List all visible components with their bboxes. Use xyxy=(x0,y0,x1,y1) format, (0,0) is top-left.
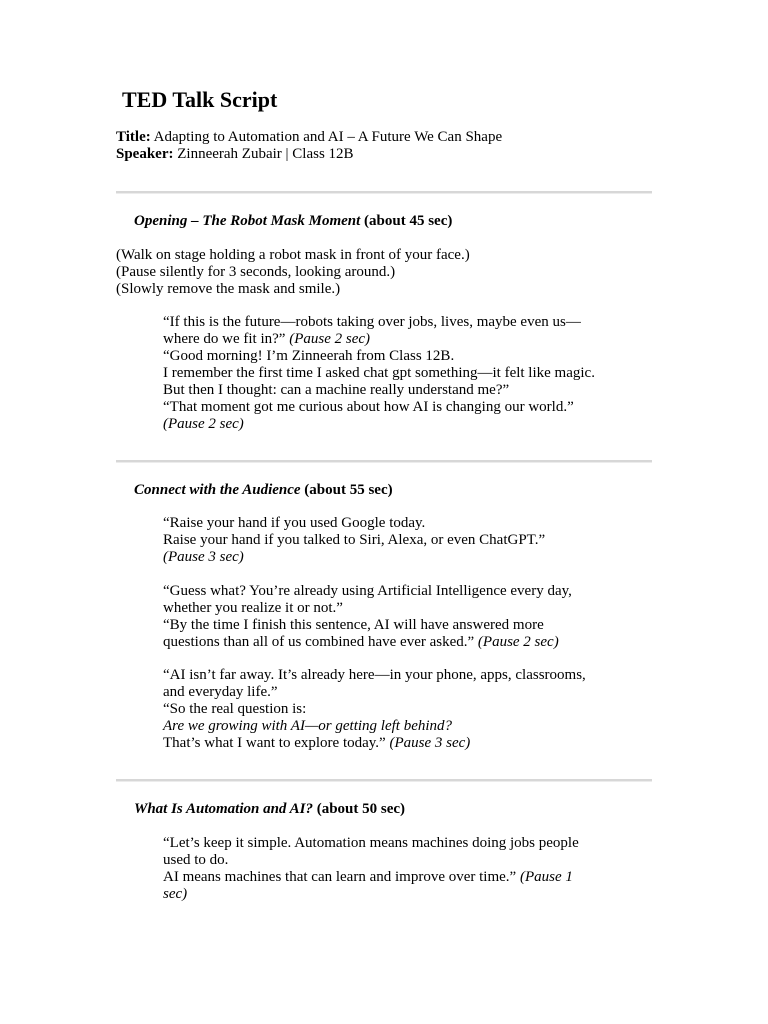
script-line: used to do. xyxy=(163,852,229,868)
script-line: (Pause 3 sec) xyxy=(163,549,244,565)
script-line: That’s what I want to explore today.” (Pause 3 sec) xyxy=(163,735,471,751)
script-line: “Guess what? You’re already using Artificial Intelligence every day, xyxy=(163,583,572,599)
script-line: “Good morning! I’m Zinneerah from Class 12B. xyxy=(163,348,455,364)
what-is-ai-quote xyxy=(163,835,579,903)
script-line: sec) xyxy=(163,886,188,902)
script-line: and everyday life.” xyxy=(163,684,278,700)
script-line: “Let’s keep it simple. Automation means machines doing jobs people xyxy=(163,835,579,851)
section-heading-what-is-ai: What Is Automation and AI? (about 50 sec) xyxy=(134,801,406,817)
script-line: “By the time I finish this sentence, AI will have answered more xyxy=(163,617,544,633)
script-line: But then I thought: can a machine really understand me?” xyxy=(163,382,510,398)
speaker-line xyxy=(116,146,502,163)
section-divider xyxy=(116,191,652,194)
script-line: Raise your hand if you talked to Siri, Alexa, or even ChatGPT.” xyxy=(163,532,546,548)
stage-line: (Slowly remove the mask and smile.) xyxy=(116,281,341,297)
speaker-label: Speaker: xyxy=(116,146,174,162)
title-value: Adapting to Automation and AI – A Future We Can Shape xyxy=(150,129,503,145)
document-meta xyxy=(116,129,502,163)
document-title: TED Talk Script xyxy=(122,87,278,112)
stage-directions xyxy=(116,247,470,298)
script-line: “If this is the future—robots taking over jobs, lives, maybe even us— xyxy=(163,314,581,330)
script-line: AI means machines that can learn and improve over time.” (Pause 1 xyxy=(163,869,573,885)
title-label: Title: xyxy=(116,129,151,145)
section-heading-opening: Opening – The Robot Mask Moment (about 45 sec) xyxy=(134,213,453,229)
connect-paragraph-3 xyxy=(163,667,586,752)
section-heading-connect: Connect with the Audience (about 55 sec) xyxy=(134,482,393,498)
script-line: “So the real question is: xyxy=(163,701,307,717)
speaker-value: Zinneerah Zubair | Class 12B xyxy=(173,146,354,162)
script-line: where do we fit in?” (Pause 2 sec) xyxy=(163,331,371,347)
connect-paragraph-2 xyxy=(163,583,572,651)
stage-line: (Pause silently for 3 seconds, looking around.) xyxy=(116,264,396,280)
script-line: (Pause 2 sec) xyxy=(163,416,244,432)
script-line: “Raise your hand if you used Google today. xyxy=(163,515,426,531)
section-divider xyxy=(116,460,652,463)
section-divider xyxy=(116,779,652,782)
script-line: “AI isn’t far away. It’s already here—in your phone, apps, classrooms, xyxy=(163,667,586,683)
script-line: “That moment got me curious about how AI is changing our world.” xyxy=(163,399,574,415)
connect-paragraph-1 xyxy=(163,515,545,566)
script-line: Are we growing with AI—or getting left behind? xyxy=(163,718,453,734)
title-line xyxy=(116,129,502,146)
script-line: I remember the first time I asked chat gpt something—it felt like magic. xyxy=(163,365,595,381)
script-line: whether you realize it or not.” xyxy=(163,600,343,616)
script-line: questions than all of us combined have ever asked.” (Pause 2 sec) xyxy=(163,634,559,650)
opening-quote xyxy=(163,314,595,433)
stage-line: (Walk on stage holding a robot mask in front of your face.) xyxy=(116,247,470,263)
